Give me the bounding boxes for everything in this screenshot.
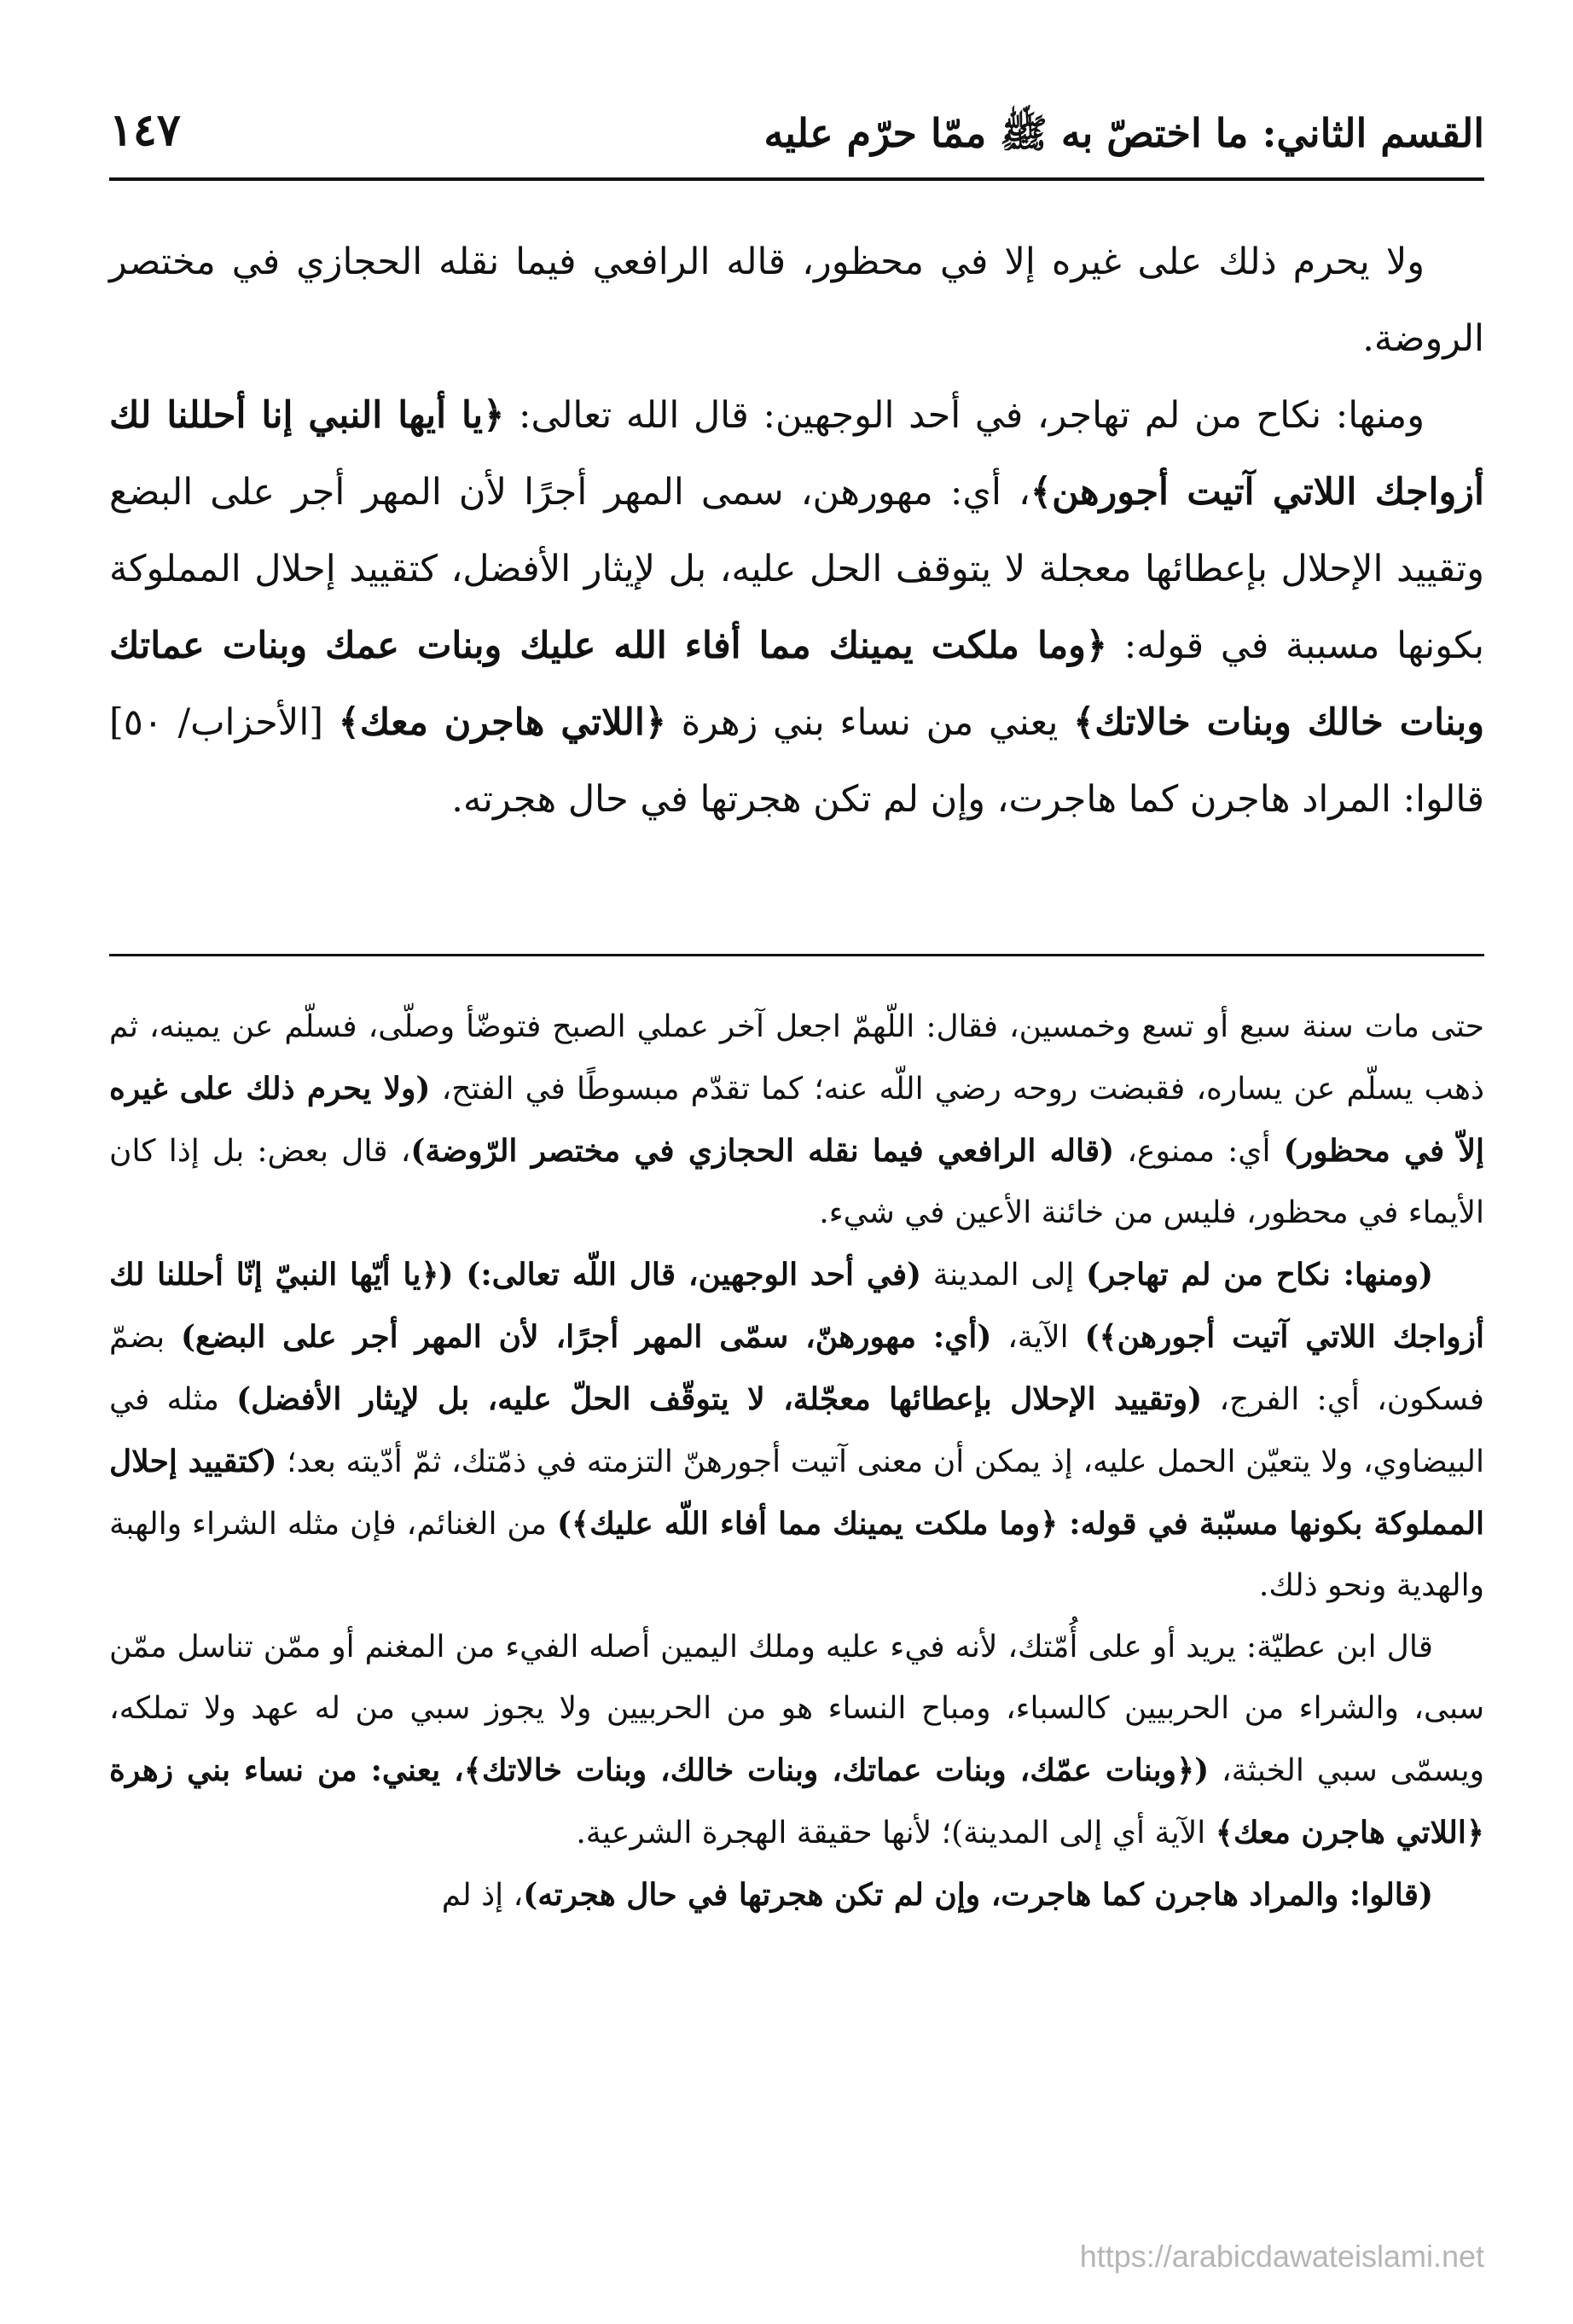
quoted-matn: (قاله الرافعي فيما نقله الحجازي في مختصر الرّوضة) — [410, 1133, 1115, 1169]
quran-quote: ﴿يا أيها النبي إنا أحللنا لك أزواجك اللاتي آتيت أجورهن﴾ — [109, 394, 1484, 514]
commentary-divider — [109, 954, 1484, 956]
commentary-text — [109, 996, 1484, 1926]
main-paragraph: ومنها: نكاح من لم تهاجر، في أحد الوجهين: قال الله تعالى: ﴿يا أيها النبي إنا أحللنا لك أزواجك اللاتي آتيت أجورهن﴾، أي: مهورهن، سمى المهر أجرًا لأن المهر أجر على البضع وتقييد الإحلال بإعطائها معجلة لا يتوقف الحل عليه، بل لإيثار الأفضل، كتقييد إحلال المملوكة بكونها مسببة في قوله: ﴿وما ملكت يمينك مما أفاء الله عليك وبنات عمك وبنات عماتك وبنات خالك وبنات خالاتك﴾ يعني من نساء بني زهرة ﴿اللاتي هاجرن معك﴾ [الأحزاب/ ٥٠] قالوا: المراد هاجرن كما هاجرت، وإن لم تكن هجرتها في حال هجرته. — [109, 394, 1484, 821]
header-divider — [109, 177, 1484, 181]
commentary-paragraph: (قالوا: والمراد هاجرن كما هاجرت، وإن لم تكن هجرتها في حال هجرته)، إذ لم — [441, 1877, 1433, 1913]
quoted-matn: (وتقييد الإحلال بإعطائها معجّلة، لا يتوقّف الحلّ عليه، بل لإيثار الأفضل) — [236, 1381, 1203, 1417]
quoted-matn: (ولا يحرم ذلك على غيره إلاّ في محظور) — [109, 1071, 1485, 1169]
commentary-paragraph: حتى مات سنة سبع أو تسع وخمسين، فقال: اللّهمّ اجعل آخر عملي الصبح فتوضّأ وصلّى، فسلّم عن يمينه، ثم ذهب يسلّم عن يساره، فقبضت روحه رضي اللّه عنه؛ كما تقدّم مبسوطًا في الفتح، (ولا يحرم ذلك على غيره إلاّ في محظور) أي: ممنوع، (قاله الرافعي فيما نقله الحجازي في مختصر الرّوضة)، قال بعض: بل إذا كان الأيماء في محظور، فليس من خائنة الأعين في شيء. — [109, 1009, 1485, 1230]
page-number: ١٤٧ — [109, 104, 181, 156]
quoted-matn: (﴿وبنات عمّك، وبنات عماتك، وبنات خالك، وبنات خالاتك﴾، يعني: من نساء بني زهرة ﴿اللاتي هاجرن معك﴾ — [109, 1752, 1484, 1850]
watermark-url: https://arabicdawateislami.net — [1079, 2239, 1484, 2274]
quran-quote: ﴿اللاتي هاجرن معك﴾ — [338, 701, 667, 744]
quoted-matn: (قالوا: والمراد هاجرن كما هاجرت، وإن لم تكن هجرتها في حال هجرته) — [523, 1877, 1433, 1913]
chapter-title: القسم الثاني: ما اختصّ به ﷺ ممّا حرّم عليه — [763, 110, 1484, 156]
quoted-matn: (أي: مهورهنّ، سمّى المهر أجرًا، لأن المهر أجر على البضع) — [181, 1319, 992, 1355]
main-text — [109, 224, 1484, 838]
main-paragraph: ولا يحرم ذلك على غيره إلا في محظور، قاله الرافعي فيما نقله الحجازي في مختصر الروضة. — [109, 241, 1484, 360]
quoted-matn: (في أحد الوجهين، قال اللّه تعالى:) — [466, 1257, 922, 1293]
quoted-matn: (﴿يا أيّها النبيّ إنّا أحللنا لك أزواجك اللاتي آتيت أجورهن﴾) — [109, 1257, 1485, 1355]
commentary-paragraph: (ومنها: نكاح من لم تهاجر) إلى المدينة (في أحد الوجهين، قال اللّه تعالى:) (﴿يا أيّها النبيّ إنّا أحللنا لك أزواجك اللاتي آتيت أجورهن﴾) الآية، (أي: مهورهنّ، سمّى المهر أجرًا، لأن المهر أجر على البضع) بضمّ فسكون، أي: الفرج، (وتقييد الإحلال بإعطائها معجّلة، لا يتوقّف الحلّ عليه، بل لإيثار الأفضل) مثله في البيضاوي، ولا يتعيّن الحمل عليه، إذ يمكن أن معنى آتيت أجورهنّ التزمته في ذمّتك، ثمّ أدّيته بعد؛ (كتقييد إحلال المملوكة بكونها مسبّبة في قوله: ﴿وما ملكت يمينك مما أفاء اللّه عليك﴾) من الغنائم، فإن مثله الشراء والهبة والهدية ونحو ذلك. — [109, 1257, 1485, 1603]
quoted-matn: (كتقييد إحلال المملوكة بكونها مسبّبة في قوله: ﴿وما ملكت يمينك مما أفاء اللّه عليك﴾) — [109, 1444, 1484, 1542]
running-header — [109, 101, 1484, 169]
quran-quote: ﴿وما ملكت يمينك مما أفاء الله عليك وبنات عمك وبنات عماتك وبنات خالك وبنات خالاتك﴾ — [109, 625, 1484, 744]
quoted-matn: (ومنها: نكاح من لم تهاجر) — [1086, 1257, 1434, 1293]
commentary-paragraph: قال ابن عطيّة: يريد أو على أُمّتك، لأنه فيء عليه وملك اليمين أصله الفيء من المغنم أو ممّن تناسل ممّن سبى، والشراء من الحربيين كالسباء، ومباح النساء هو من الحربيين ولا يجوز سبي من له عهد ولا تملكه، ويسمّى سبي الخبثة، (﴿وبنات عمّك، وبنات عماتك، وبنات خالك، وبنات خالاتك﴾، يعني: من نساء بني زهرة ﴿اللاتي هاجرن معك﴾ الآية أي إلى المدينة)؛ لأنها حقيقة الهجرة الشرعية. — [109, 1630, 1485, 1850]
